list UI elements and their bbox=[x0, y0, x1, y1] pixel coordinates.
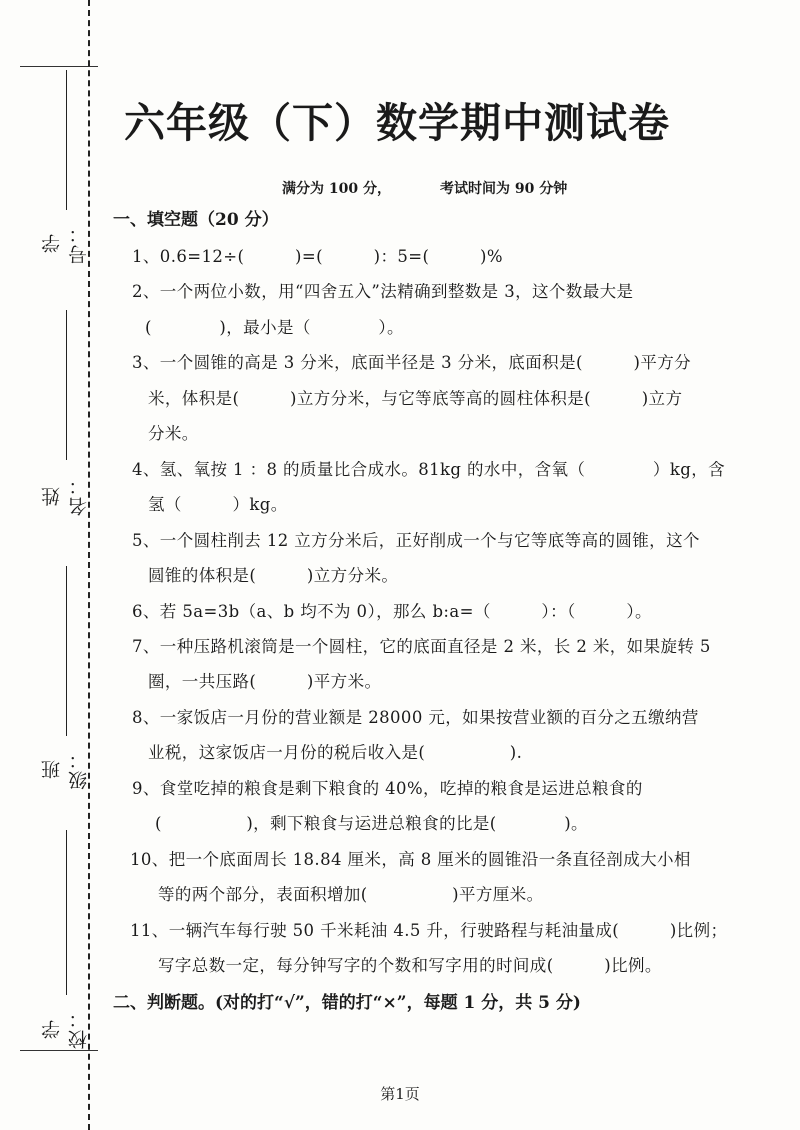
question-4-cont: 氢（ ）kg。 bbox=[148, 495, 288, 514]
student-id-label: 学号： bbox=[41, 222, 90, 264]
question-11-cont: 写字总数一定，每分钟写字的个数和写字用的时间成( )比例。 bbox=[158, 956, 662, 975]
question-10-cont: 等的两个部分，表面积增加( )平方厘米。 bbox=[158, 885, 544, 904]
school-label: 学校： bbox=[41, 1007, 90, 1050]
question-8: 8、一家饭店一月份的营业额是 28000 元，如果按营业额的百分之五缴纳营 bbox=[132, 708, 699, 727]
exam-duration: 考试时间为 90 分钟 bbox=[440, 181, 568, 197]
binding-top-rule bbox=[20, 66, 98, 67]
question-8-cont: 业税，这家饭店一月份的税后收入是( ). bbox=[148, 743, 523, 762]
student-id-field bbox=[38, 70, 90, 270]
question-1: 1、0.6=12÷( )=( )：5=( )% bbox=[132, 247, 503, 266]
student-name-field bbox=[38, 310, 90, 525]
school-field bbox=[38, 830, 90, 1055]
section-true-false-heading: 二、判断题。(对的打“√”，错的打“×”，每题 1 分，共 5 分) bbox=[113, 993, 581, 1013]
class-line[interactable] bbox=[66, 566, 67, 736]
student-name-label: 姓名： bbox=[41, 474, 90, 517]
class-field bbox=[38, 566, 90, 796]
question-2: 2、一个两位小数，用“四舍五入”法精确到整数是 3，这个数最大是 bbox=[132, 282, 634, 301]
question-9-cont: ( )，剩下粮食与运进总粮食的比是( )。 bbox=[155, 814, 588, 833]
school-line[interactable] bbox=[66, 830, 67, 995]
question-3-cont-2: 分米。 bbox=[148, 424, 199, 443]
full-score: 满分为 100 分， bbox=[282, 181, 391, 197]
question-2-cont: ( )，最小是（ ）。 bbox=[145, 318, 404, 337]
section-fill-blank-heading: 一、填空题（20 分） bbox=[113, 210, 279, 230]
page-title: 六年级（下）数学期中测试卷 bbox=[124, 99, 670, 147]
page-number: 第1页 bbox=[380, 1085, 420, 1103]
student-id-line[interactable] bbox=[66, 70, 67, 210]
cut-line bbox=[88, 0, 90, 1130]
question-9: 9、食堂吃掉的粮食是剩下粮食的 40%，吃掉的粮食是运进总粮食的 bbox=[132, 779, 643, 798]
question-5-cont: 圆锥的体积是( )立方分米。 bbox=[148, 566, 399, 585]
question-6: 6、若 5a=3b（a、b 均不为 0），那么 b:a=（ ）：（ ）。 bbox=[132, 602, 652, 621]
question-10: 10、把一个底面周长 18.84 厘米，高 8 厘米的圆锥沿一条直径剖成大小相 bbox=[130, 850, 691, 869]
question-4: 4、氢、氧按 1 ：8 的质量比合成水。81kg 的水中，含氧（ ）kg，含 bbox=[132, 460, 725, 479]
student-name-line[interactable] bbox=[66, 310, 67, 460]
binding-margin bbox=[0, 0, 100, 1130]
question-5: 5、一个圆柱削去 12 立方分米后，正好削成一个与它等底等高的圆锥，这个 bbox=[132, 531, 700, 550]
class-label: 班级： bbox=[41, 748, 90, 790]
question-3-cont: 米，体积是( )立方分米，与它等底等高的圆柱体积是( )立方 bbox=[148, 389, 683, 408]
question-3: 3、一个圆锥的高是 3 分米，底面半径是 3 分米，底面积是( )平方分 bbox=[132, 353, 692, 372]
question-7-cont: 圈，一共压路( )平方米。 bbox=[148, 672, 382, 691]
question-7: 7、一种压路机滚筒是一个圆柱，它的底面直径是 2 米，长 2 米，如果旋转 5 bbox=[132, 637, 711, 656]
question-11: 11、一辆汽车每行驶 50 千米耗油 4.5 升，行驶路程与耗油量成( )比例； bbox=[130, 921, 728, 940]
